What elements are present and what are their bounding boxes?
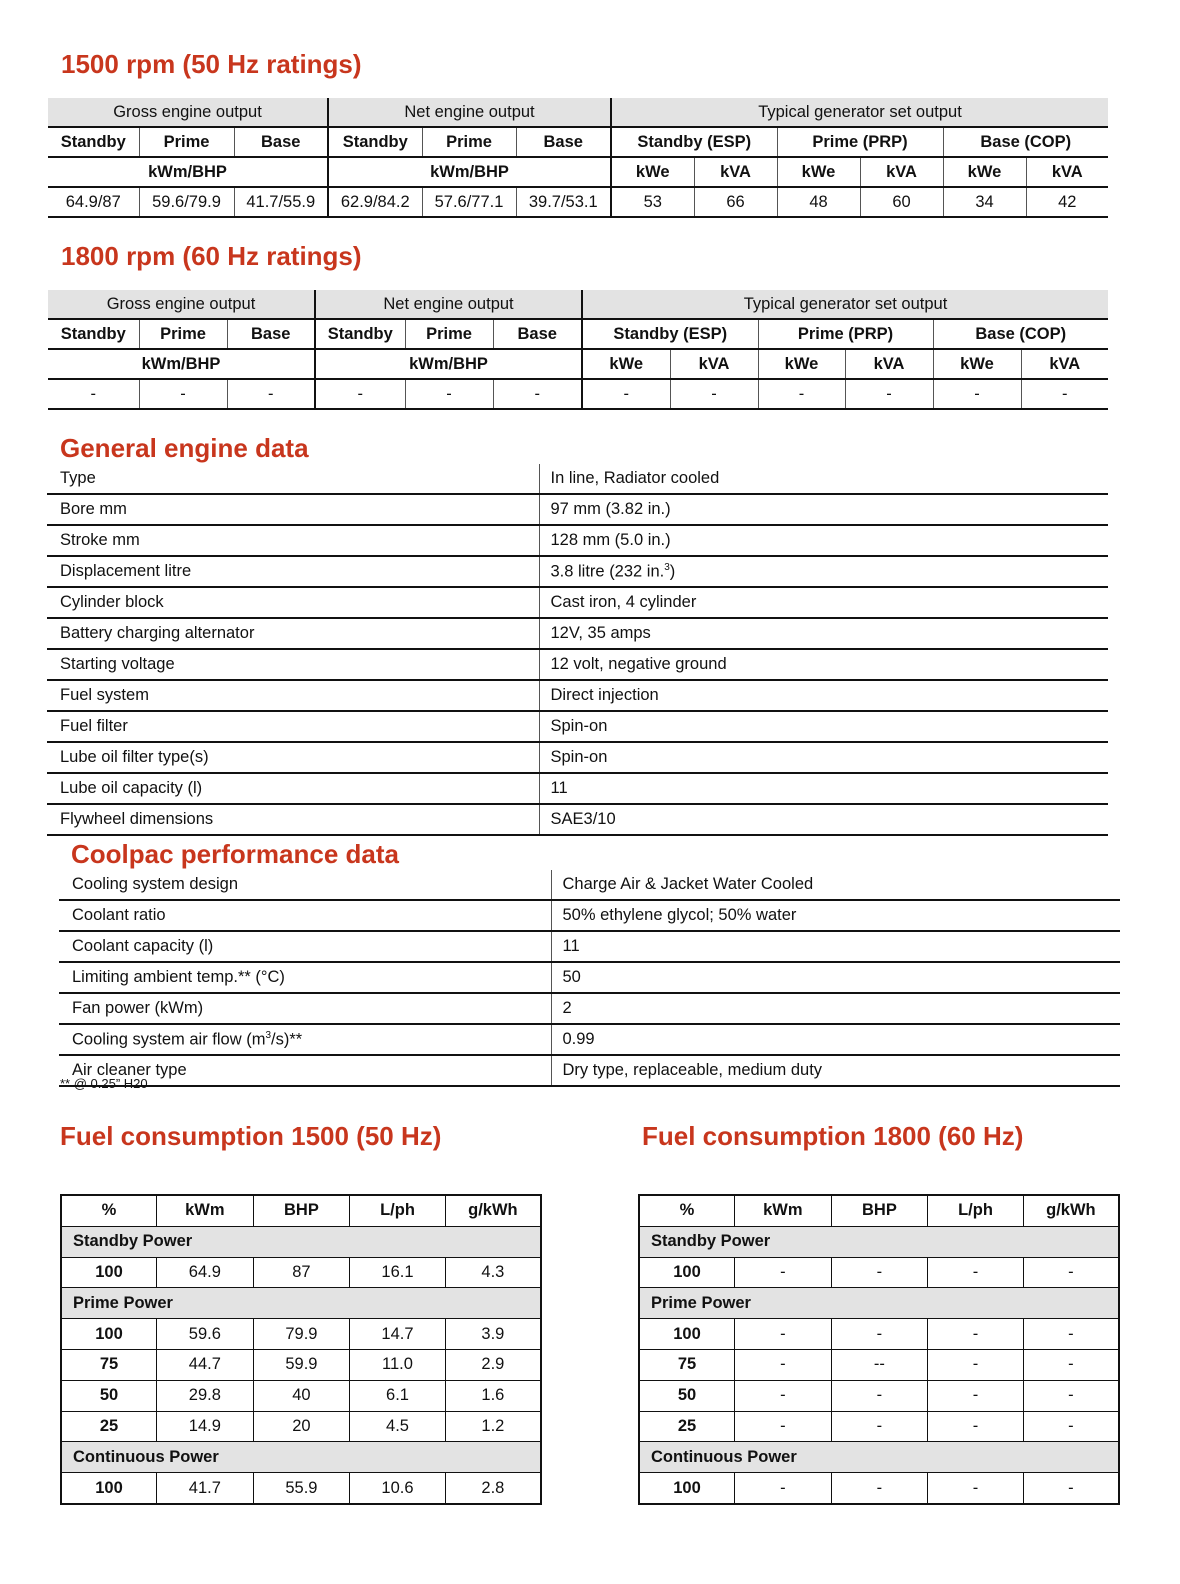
spec-label: Battery charging alternator bbox=[47, 618, 539, 649]
value-cell: 14.7 bbox=[350, 1319, 446, 1350]
spec-value: Spin-on bbox=[539, 742, 1108, 773]
value-cell: - bbox=[1023, 1380, 1119, 1411]
column-header: Base bbox=[516, 127, 611, 157]
value-cell: - bbox=[735, 1411, 832, 1442]
column-header: % bbox=[639, 1195, 735, 1226]
value-cell: 4.5 bbox=[350, 1411, 446, 1442]
spec-value: SAE3/10 bbox=[539, 804, 1108, 835]
section-title-1800rpm: 1800 rpm (60 Hz ratings) bbox=[61, 241, 362, 271]
value-cell: - bbox=[1023, 1473, 1119, 1504]
spec-value: Cast iron, 4 cylinder bbox=[539, 587, 1108, 618]
value-cell: - bbox=[831, 1257, 928, 1288]
spec-value: Charge Air & Jacket Water Cooled bbox=[551, 870, 1120, 900]
percent-cell: 100 bbox=[639, 1257, 735, 1288]
section-title-coolpac: Coolpac performance data bbox=[71, 839, 399, 869]
value-cell: - bbox=[582, 379, 670, 409]
value-cell: 55.9 bbox=[253, 1473, 350, 1504]
spec-value bbox=[539, 556, 1108, 587]
group-label: Standby Power bbox=[639, 1226, 1119, 1257]
spec-label: Fuel filter bbox=[47, 711, 539, 742]
value-cell: 44.7 bbox=[157, 1349, 254, 1380]
value-cell: 20 bbox=[253, 1411, 350, 1442]
spec-label: Cylinder block bbox=[47, 587, 539, 618]
unit-label: kVA bbox=[1021, 349, 1108, 379]
spec-value-tail: ) bbox=[669, 562, 676, 581]
unit-label: kVA bbox=[1026, 157, 1108, 187]
section-title-general-engine-data: General engine data bbox=[60, 433, 309, 463]
percent-cell: 100 bbox=[61, 1319, 157, 1350]
value-cell: 40 bbox=[253, 1380, 350, 1411]
value-cell: 3.9 bbox=[445, 1319, 541, 1350]
group-header: Net engine output bbox=[328, 98, 611, 127]
value-cell: - bbox=[831, 1380, 928, 1411]
unit-label: kWm/BHP bbox=[328, 157, 611, 187]
value-cell: - bbox=[1023, 1349, 1119, 1380]
value-cell: - bbox=[735, 1349, 832, 1380]
section-title-1500rpm: 1500 rpm (50 Hz ratings) bbox=[61, 49, 362, 79]
value-cell: 29.8 bbox=[157, 1380, 254, 1411]
column-header: Base bbox=[227, 319, 315, 349]
coolpac-performance-table bbox=[59, 870, 1120, 1087]
spec-label-text: Cooling system air flow (m bbox=[72, 1030, 266, 1049]
percent-cell: 100 bbox=[639, 1473, 735, 1504]
column-header: Standby (ESP) bbox=[611, 127, 777, 157]
superscript: 3 bbox=[664, 561, 670, 573]
value-cell: - bbox=[928, 1380, 1024, 1411]
value-cell: - bbox=[139, 379, 227, 409]
column-header: Prime bbox=[139, 127, 234, 157]
unit-label: kVA bbox=[845, 349, 933, 379]
spec-value: Dry type, replaceable, medium duty bbox=[551, 1055, 1120, 1086]
value-cell: 59.6/79.9 bbox=[139, 187, 234, 217]
spec-label-tail: /s)** bbox=[271, 1030, 303, 1049]
column-header: Standby bbox=[48, 127, 139, 157]
value-cell: - bbox=[227, 379, 315, 409]
table-row bbox=[639, 1411, 1119, 1442]
spec-label: Flywheel dimensions bbox=[47, 804, 539, 835]
group-header: Gross engine output bbox=[48, 98, 328, 127]
column-header: Standby bbox=[328, 127, 422, 157]
fuel-table-50hz bbox=[60, 1194, 542, 1505]
spec-label: Fuel system bbox=[47, 680, 539, 711]
column-header: Prime bbox=[422, 127, 516, 157]
group-label: Continuous Power bbox=[61, 1442, 541, 1473]
column-header: g/kWh bbox=[1023, 1195, 1119, 1226]
value-cell: - bbox=[928, 1411, 1024, 1442]
value-cell: - bbox=[735, 1473, 832, 1504]
column-header: L/ph bbox=[350, 1195, 446, 1226]
table-row bbox=[61, 1349, 541, 1380]
value-cell: -- bbox=[831, 1349, 928, 1380]
group-label: Standby Power bbox=[61, 1226, 541, 1257]
percent-cell: 25 bbox=[639, 1411, 735, 1442]
value-cell: 53 bbox=[611, 187, 694, 217]
value-cell: - bbox=[1023, 1411, 1119, 1442]
value-cell: - bbox=[735, 1257, 832, 1288]
unit-label: kWe bbox=[582, 349, 670, 379]
value-cell: 41.7 bbox=[157, 1473, 254, 1504]
value-cell: - bbox=[1023, 1319, 1119, 1350]
table-row bbox=[639, 1380, 1119, 1411]
group-header: Gross engine output bbox=[48, 290, 315, 319]
value-cell: 34 bbox=[943, 187, 1026, 217]
spec-value: Direct injection bbox=[539, 680, 1108, 711]
spec-label: Limiting ambient temp.** (°C) bbox=[59, 962, 551, 993]
value-cell: - bbox=[735, 1319, 832, 1350]
spec-label: Bore mm bbox=[47, 494, 539, 525]
value-cell: - bbox=[928, 1319, 1024, 1350]
percent-cell: 100 bbox=[61, 1257, 157, 1288]
spec-value: 128 mm (5.0 in.) bbox=[539, 525, 1108, 556]
value-cell: 6.1 bbox=[350, 1380, 446, 1411]
value-cell: - bbox=[845, 379, 933, 409]
spec-value: In line, Radiator cooled bbox=[539, 464, 1108, 494]
value-cell: - bbox=[735, 1380, 832, 1411]
value-cell: 2.8 bbox=[445, 1473, 541, 1504]
value-cell: 79.9 bbox=[253, 1319, 350, 1350]
group-label: Continuous Power bbox=[639, 1442, 1119, 1473]
spec-label: Stroke mm bbox=[47, 525, 539, 556]
percent-cell: 50 bbox=[639, 1380, 735, 1411]
value-cell: 41.7/55.9 bbox=[234, 187, 328, 217]
table-row bbox=[639, 1349, 1119, 1380]
ratings-table-1800rpm bbox=[48, 290, 1108, 410]
spec-label: Displacement litre bbox=[47, 556, 539, 587]
value-cell: - bbox=[758, 379, 845, 409]
column-header: Base bbox=[493, 319, 582, 349]
spec-label: Air cleaner type bbox=[59, 1055, 551, 1086]
group-label: Prime Power bbox=[61, 1288, 541, 1319]
table-row bbox=[639, 1319, 1119, 1350]
table-row bbox=[639, 1257, 1119, 1288]
value-cell: - bbox=[493, 379, 582, 409]
section-title-fuel-50hz: Fuel consumption 1500 (50 Hz) bbox=[60, 1121, 442, 1151]
spec-label: Fan power (kWm) bbox=[59, 993, 551, 1024]
value-cell: 60 bbox=[860, 187, 943, 217]
value-cell: 10.6 bbox=[350, 1473, 446, 1504]
spec-value: 0.99 bbox=[551, 1024, 1120, 1055]
unit-label: kVA bbox=[860, 157, 943, 187]
value-cell: 66 bbox=[694, 187, 777, 217]
value-cell: - bbox=[928, 1257, 1024, 1288]
column-header: g/kWh bbox=[445, 1195, 541, 1226]
column-header: BHP bbox=[253, 1195, 350, 1226]
value-cell: 57.6/77.1 bbox=[422, 187, 516, 217]
column-header: kWm bbox=[157, 1195, 254, 1226]
value-cell: 62.9/84.2 bbox=[328, 187, 422, 217]
spec-value: 97 mm (3.82 in.) bbox=[539, 494, 1108, 525]
unit-label: kWe bbox=[933, 349, 1021, 379]
spec-label: Starting voltage bbox=[47, 649, 539, 680]
superscript: 3 bbox=[265, 1029, 272, 1041]
column-header: Base bbox=[234, 127, 328, 157]
table-row bbox=[61, 1257, 541, 1288]
value-cell: 1.2 bbox=[445, 1411, 541, 1442]
spec-value: 12 volt, negative ground bbox=[539, 649, 1108, 680]
spec-value: 50% ethylene glycol; 50% water bbox=[551, 900, 1120, 931]
value-cell: - bbox=[933, 379, 1021, 409]
percent-cell: 50 bbox=[61, 1380, 157, 1411]
section-title-fuel-60hz: Fuel consumption 1800 (60 Hz) bbox=[642, 1121, 1024, 1151]
group-header: Net engine output bbox=[315, 290, 582, 319]
value-cell: - bbox=[928, 1349, 1024, 1380]
spec-value: 50 bbox=[551, 962, 1120, 993]
unit-label: kVA bbox=[670, 349, 758, 379]
column-header: BHP bbox=[831, 1195, 928, 1226]
value-cell: - bbox=[831, 1473, 928, 1504]
value-cell: 59.9 bbox=[253, 1349, 350, 1380]
unit-label: kWe bbox=[943, 157, 1026, 187]
unit-label: kWe bbox=[758, 349, 845, 379]
spec-label: Coolant ratio bbox=[59, 900, 551, 931]
spec-value: Spin-on bbox=[539, 711, 1108, 742]
unit-label: kWm/BHP bbox=[48, 349, 315, 379]
spec-value: 11 bbox=[539, 773, 1108, 804]
spec-label: Cooling system design bbox=[59, 870, 551, 900]
column-header: kWm bbox=[735, 1195, 832, 1226]
spec-value: 2 bbox=[551, 993, 1120, 1024]
percent-cell: 100 bbox=[639, 1319, 735, 1350]
value-cell: - bbox=[831, 1319, 928, 1350]
value-cell: - bbox=[1021, 379, 1108, 409]
spec-label bbox=[59, 1024, 551, 1055]
unit-label: kVA bbox=[694, 157, 777, 187]
value-cell: 39.7/53.1 bbox=[516, 187, 611, 217]
unit-label: kWm/BHP bbox=[48, 157, 328, 187]
value-cell: 11.0 bbox=[350, 1349, 446, 1380]
column-header: Base (COP) bbox=[943, 127, 1108, 157]
value-cell: 2.9 bbox=[445, 1349, 541, 1380]
percent-cell: 75 bbox=[61, 1349, 157, 1380]
value-cell: 14.9 bbox=[157, 1411, 254, 1442]
table-row bbox=[639, 1473, 1119, 1504]
value-cell: - bbox=[315, 379, 405, 409]
table-row bbox=[61, 1380, 541, 1411]
general-engine-data-table bbox=[47, 464, 1108, 836]
column-header: Standby (ESP) bbox=[582, 319, 758, 349]
spec-label: Coolant capacity (l) bbox=[59, 931, 551, 962]
ratings-table-1500rpm bbox=[48, 98, 1108, 218]
value-cell: 64.9/87 bbox=[48, 187, 139, 217]
column-header: L/ph bbox=[928, 1195, 1024, 1226]
value-cell: - bbox=[405, 379, 493, 409]
value-cell: 1.6 bbox=[445, 1380, 541, 1411]
spec-label: Type bbox=[47, 464, 539, 494]
group-label: Prime Power bbox=[639, 1288, 1119, 1319]
column-header: Base (COP) bbox=[933, 319, 1108, 349]
table-row bbox=[61, 1411, 541, 1442]
value-cell: 16.1 bbox=[350, 1257, 446, 1288]
unit-label: kWm/BHP bbox=[315, 349, 582, 379]
value-cell: - bbox=[1023, 1257, 1119, 1288]
spec-value: 11 bbox=[551, 931, 1120, 962]
value-cell: 42 bbox=[1026, 187, 1108, 217]
table-row bbox=[61, 1319, 541, 1350]
value-cell: - bbox=[48, 379, 139, 409]
group-header: Typical generator set output bbox=[582, 290, 1108, 319]
unit-label: kWe bbox=[777, 157, 860, 187]
column-header: Standby bbox=[48, 319, 139, 349]
column-header: % bbox=[61, 1195, 157, 1226]
column-header: Prime (PRP) bbox=[777, 127, 943, 157]
percent-cell: 25 bbox=[61, 1411, 157, 1442]
table-row bbox=[61, 1473, 541, 1504]
value-cell: 59.6 bbox=[157, 1319, 254, 1350]
value-cell: - bbox=[831, 1411, 928, 1442]
column-header: Standby bbox=[315, 319, 405, 349]
value-cell: - bbox=[928, 1473, 1024, 1504]
column-header: Prime (PRP) bbox=[758, 319, 933, 349]
fuel-table-60hz bbox=[638, 1194, 1120, 1505]
unit-label: kWe bbox=[611, 157, 694, 187]
spec-label: Lube oil filter type(s) bbox=[47, 742, 539, 773]
column-header: Prime bbox=[405, 319, 493, 349]
spec-value: 12V, 35 amps bbox=[539, 618, 1108, 649]
value-cell: 87 bbox=[253, 1257, 350, 1288]
group-header: Typical generator set output bbox=[611, 98, 1108, 127]
value-cell: 48 bbox=[777, 187, 860, 217]
percent-cell: 75 bbox=[639, 1349, 735, 1380]
value-cell: 4.3 bbox=[445, 1257, 541, 1288]
column-header: Prime bbox=[139, 319, 227, 349]
value-cell: - bbox=[670, 379, 758, 409]
value-cell: 64.9 bbox=[157, 1257, 254, 1288]
spec-value-text: 3.8 litre (232 in. bbox=[550, 562, 665, 581]
percent-cell: 100 bbox=[61, 1473, 157, 1504]
footnote: ** @ 0.25” H20 bbox=[60, 1076, 148, 1091]
spec-label: Lube oil capacity (l) bbox=[47, 773, 539, 804]
